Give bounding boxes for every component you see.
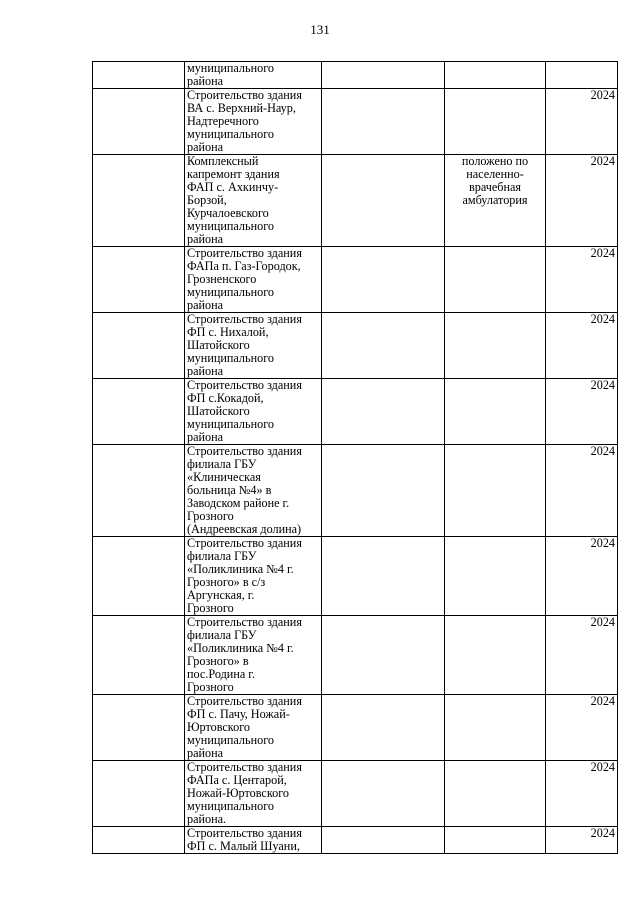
facility-name-line: Надтеречного: [187, 114, 259, 128]
year-cell: 2024: [546, 827, 618, 854]
table-row: [93, 761, 618, 827]
note-cell: [445, 695, 546, 761]
empty-cell: [322, 537, 445, 616]
facility-name-line: «Клиническая: [187, 470, 261, 484]
facility-name-line: «Поликлиника №4 г.: [187, 641, 294, 655]
table-row: [93, 379, 618, 445]
facility-name-cell: [185, 247, 322, 313]
page-number: 131: [310, 22, 330, 37]
facility-name-line: Строительство здания: [187, 378, 302, 392]
index-cell: [93, 155, 185, 247]
facility-name-line: Грозненского: [187, 272, 257, 286]
facility-name-cell: [185, 761, 322, 827]
year-cell: 2024: [546, 616, 618, 695]
facility-name-line: Грозного: [187, 509, 234, 523]
facility-name-line: ВА с. Верхний-Наур,: [187, 101, 296, 115]
facility-name-line: района: [187, 430, 224, 444]
facility-name-line: Строительство здания: [187, 694, 302, 708]
empty-cell: [322, 827, 445, 854]
facility-name-line: Строительство здания: [187, 246, 302, 260]
facility-name-line: муниципального: [187, 351, 274, 365]
facility-name-line: Заводском районе г.: [187, 496, 290, 510]
year-cell: 2024: [546, 155, 618, 247]
empty-cell: [322, 89, 445, 155]
year-cell: 2024: [546, 379, 618, 445]
year-cell: 2024: [546, 313, 618, 379]
facility-name-line: «Поликлиника №4 г.: [187, 562, 294, 576]
note-cell: [445, 313, 546, 379]
table-row: [93, 695, 618, 761]
year-cell: 2024: [546, 761, 618, 827]
facility-name-line: района: [187, 364, 224, 378]
facility-name-cell: [185, 89, 322, 155]
facility-name-line: ФАПа с. Центарой,: [187, 773, 287, 787]
facility-name-cell: [185, 313, 322, 379]
empty-cell: [322, 313, 445, 379]
empty-cell: [322, 155, 445, 247]
facility-name-line: Строительство здания: [187, 826, 302, 840]
empty-cell: [322, 62, 445, 89]
facility-name-line: больница №4» в: [187, 483, 272, 497]
facility-name-line: (Андреевская долина): [187, 522, 302, 536]
facility-name-line: ФАП с. Ахкинчу-: [187, 180, 279, 194]
index-cell: [93, 313, 185, 379]
index-cell: [93, 89, 185, 155]
facility-name-line: Строительство здания: [187, 760, 302, 774]
table-row: [93, 537, 618, 616]
note-line: положено по: [461, 154, 529, 168]
year-cell: 2024: [546, 247, 618, 313]
facility-name-line: Ножай-Юртовского: [187, 786, 289, 800]
facility-name-line: муниципального: [187, 219, 274, 233]
index-cell: [93, 445, 185, 537]
facility-name-line: муниципального: [187, 733, 274, 747]
facility-name-line: филиала ГБУ: [187, 549, 257, 563]
facility-name-line: муниципального: [187, 417, 274, 431]
facility-name-line: ФАПа п. Газ-Городок,: [187, 259, 301, 273]
facility-name-cell: [185, 827, 322, 854]
facility-name-line: района: [187, 140, 224, 154]
facility-name-line: района.: [187, 812, 227, 826]
empty-cell: [322, 379, 445, 445]
facility-name-line: пос.Родина г.: [187, 667, 255, 681]
note-cell: [445, 89, 546, 155]
note-cell: [445, 247, 546, 313]
facility-name-line: ФП с. Нихалой,: [187, 325, 269, 339]
table-row: [93, 827, 618, 854]
index-cell: [93, 62, 185, 89]
facility-name-line: муниципального: [187, 799, 274, 813]
note-line: амбулатория: [462, 193, 528, 207]
year-cell: 2024: [546, 445, 618, 537]
facility-name-line: капремонт здания: [187, 167, 280, 181]
facility-name-line: ФП с.Кокадой,: [187, 391, 264, 405]
index-cell: [93, 616, 185, 695]
year-cell: 2024: [546, 537, 618, 616]
note-line: населенно-: [466, 167, 524, 181]
facilities-table: [92, 61, 618, 854]
facility-name-line: Комплексный: [187, 154, 259, 168]
table-row: [93, 247, 618, 313]
facility-name-line: Строительство здания: [187, 444, 302, 458]
note-cell: [445, 379, 546, 445]
facility-name-cell: [185, 616, 322, 695]
facility-name-line: Грозного» в: [187, 654, 249, 668]
facility-name-line: Борзой,: [187, 193, 227, 207]
index-cell: [93, 247, 185, 313]
facility-name-line: муниципального: [187, 61, 274, 75]
note-cell: [445, 155, 546, 247]
table-row: [93, 445, 618, 537]
facility-name-line: филиала ГБУ: [187, 628, 257, 642]
note-cell: [445, 445, 546, 537]
index-cell: [93, 695, 185, 761]
table-row: [93, 616, 618, 695]
facility-name-line: Строительство здания: [187, 312, 302, 326]
facility-name-line: Аргунская, г.: [187, 588, 255, 602]
facility-name-cell: [185, 62, 322, 89]
facility-name-cell: [185, 155, 322, 247]
facility-name-cell: [185, 445, 322, 537]
index-cell: [93, 379, 185, 445]
facility-name-cell: [185, 695, 322, 761]
facility-name-line: Строительство здания: [187, 615, 302, 629]
note-cell: [445, 827, 546, 854]
facility-name-line: Юртовского: [187, 720, 250, 734]
facility-name-line: ФП с. Пачу, Ножай-: [187, 707, 290, 721]
facility-name-line: Шатойского: [187, 338, 250, 352]
note-line: врачебная: [468, 180, 522, 194]
empty-cell: [322, 445, 445, 537]
facility-name-line: района: [187, 746, 224, 760]
year-cell: [546, 62, 618, 89]
facility-name-line: муниципального: [187, 127, 274, 141]
table-row: [93, 62, 618, 89]
facility-name-line: муниципального: [187, 285, 274, 299]
facility-name-line: района: [187, 74, 224, 88]
empty-cell: [322, 761, 445, 827]
table-body: [93, 62, 618, 854]
facility-name-line: Курчалоевского: [187, 206, 269, 220]
note-cell: [445, 537, 546, 616]
index-cell: [93, 827, 185, 854]
table-row: [93, 155, 618, 247]
index-cell: [93, 761, 185, 827]
facility-name-line: Шатойского: [187, 404, 250, 418]
facility-name-line: Грозного» в с/з: [187, 575, 266, 589]
facility-name-line: ФП с. Малый Шуани,: [187, 839, 300, 853]
table-row: [93, 89, 618, 155]
facility-name-line: Строительство здания: [187, 88, 302, 102]
facility-name-line: филиала ГБУ: [187, 457, 257, 471]
note-cell: [445, 616, 546, 695]
facility-name-cell: [185, 537, 322, 616]
facility-name-line: района: [187, 298, 224, 312]
facility-name-line: Грозного: [187, 680, 234, 694]
note-cell: [445, 62, 546, 89]
index-cell: [93, 537, 185, 616]
facility-name-line: Грозного: [187, 601, 234, 615]
year-cell: 2024: [546, 89, 618, 155]
table-row: [93, 313, 618, 379]
empty-cell: [322, 247, 445, 313]
empty-cell: [322, 695, 445, 761]
facility-name-line: Строительство здания: [187, 536, 302, 550]
year-cell: 2024: [546, 695, 618, 761]
facility-name-cell: [185, 379, 322, 445]
facility-name-line: района: [187, 232, 224, 246]
note-cell: [445, 761, 546, 827]
empty-cell: [322, 616, 445, 695]
